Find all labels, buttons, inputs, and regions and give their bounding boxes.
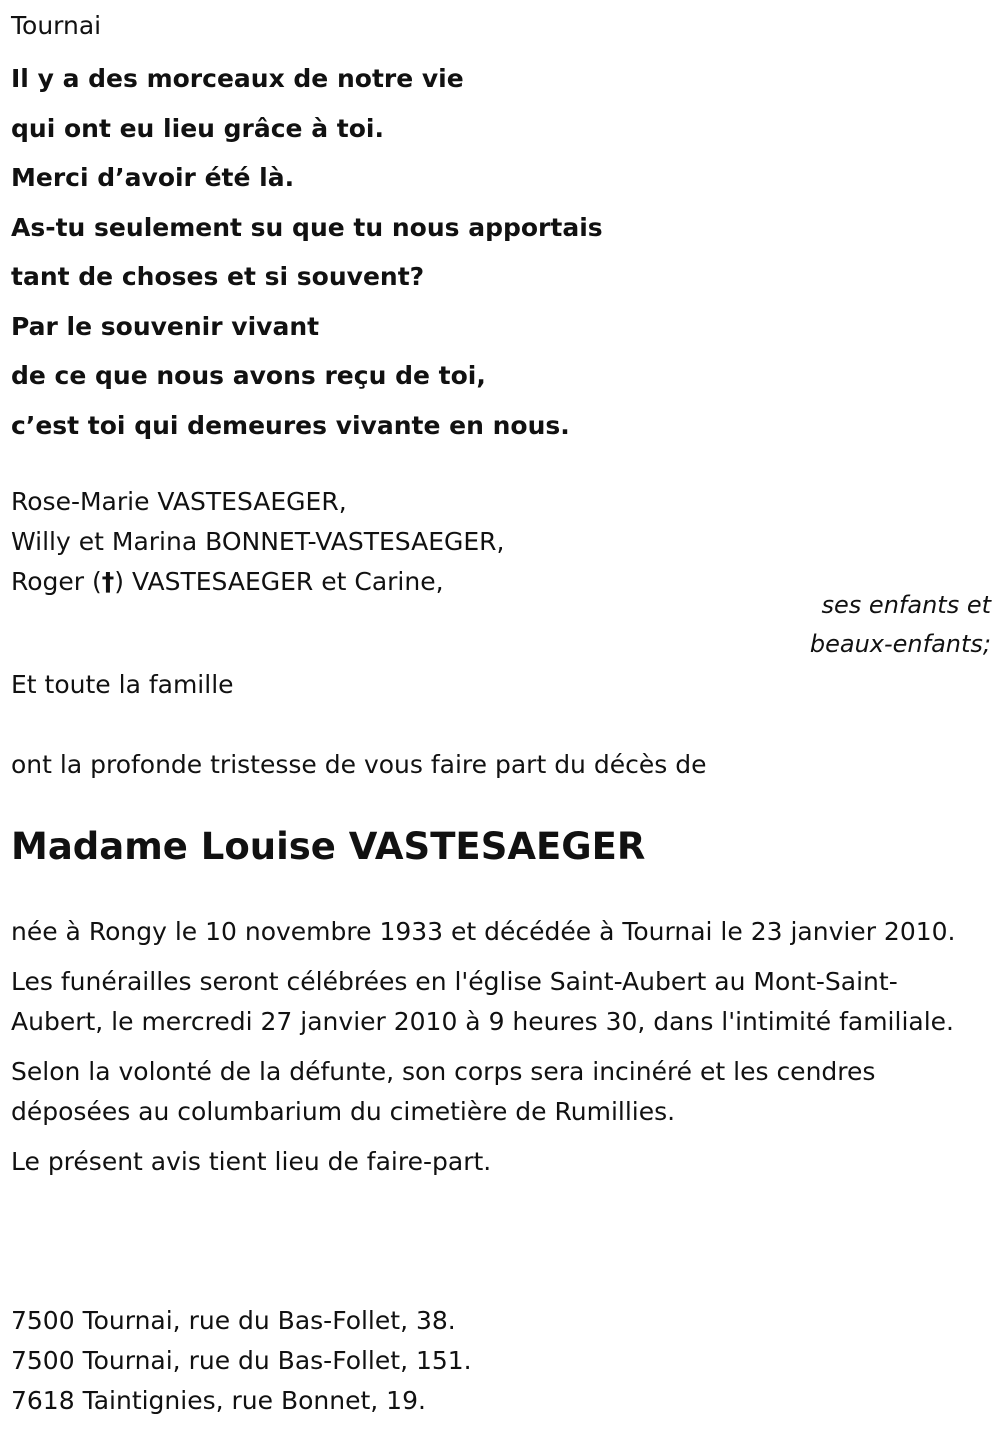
city-heading: Tournai: [11, 11, 102, 40]
poem-line: As-tu seulement su que tu nous apportais: [11, 212, 603, 242]
address-line: 7500 Tournai, rue du Bas-Follet, 38.: [11, 1306, 456, 1335]
poem-line: Par le souvenir vivant: [11, 311, 320, 341]
funeral-paragraph: Les funérailles seront célébrées en l'église Saint-Aubert au Mont-Saint-Aubert, le mercredi 27 janvier 2010 à 9 heures 30, dans l'intimité familiale.: [11, 967, 954, 1036]
address-line: 7500 Tournai, rue du Bas-Follet, 151.: [11, 1346, 472, 1375]
family-list: [11, 482, 504, 602]
family-member: Willy et Marina BONNET-VASTESAEGER,: [11, 527, 505, 556]
announcement-text: ont la profonde tristesse de vous faire part du décès de: [11, 750, 707, 779]
family-member: [11, 562, 504, 602]
poem-line: c’est toi qui demeures vivante en nous.: [11, 410, 570, 440]
rest-of-family: Et toute la famille: [11, 670, 234, 699]
relation-line: beaux-enfants;: [809, 630, 991, 658]
poem-line: tant de choses et si souvent?: [11, 262, 425, 291]
family-member: Rose-Marie VASTESAEGER,: [11, 487, 347, 516]
poem: [11, 54, 603, 450]
birth-death-paragraph: née à Rongy le 10 novembre 1933 et décédée à Tournai le 23 janvier 2010.: [11, 917, 956, 946]
address-list: [11, 1301, 472, 1421]
poem-line: de ce que nous avons reçu de toi,: [11, 361, 486, 390]
cross-symbol: †: [101, 567, 115, 596]
deceased-name: Madame Louise VASTESAEGER: [11, 825, 646, 868]
details: [11, 912, 971, 1192]
notice-paragraph: Le présent avis tient lieu de faire-part.: [11, 1147, 492, 1176]
poem-line: Il y a des morceaux de notre vie: [11, 64, 464, 93]
cremation-paragraph: Selon la volonté de la défunte, son corps sera incinéré et les cendres déposées au columbarium du cimetière de Rumillies.: [11, 1057, 876, 1126]
family-member-text: ) VASTESAEGER et Carine,: [114, 567, 444, 596]
family-member-text: Roger (: [11, 567, 102, 596]
poem-line: Merci d’avoir été là.: [11, 163, 295, 192]
poem-line: qui ont eu lieu grâce à toi.: [11, 113, 384, 143]
relation-line: ses enfants et: [821, 591, 991, 619]
relation-note: [810, 586, 991, 664]
address-line: 7618 Taintignies, rue Bonnet, 19.: [11, 1386, 426, 1415]
